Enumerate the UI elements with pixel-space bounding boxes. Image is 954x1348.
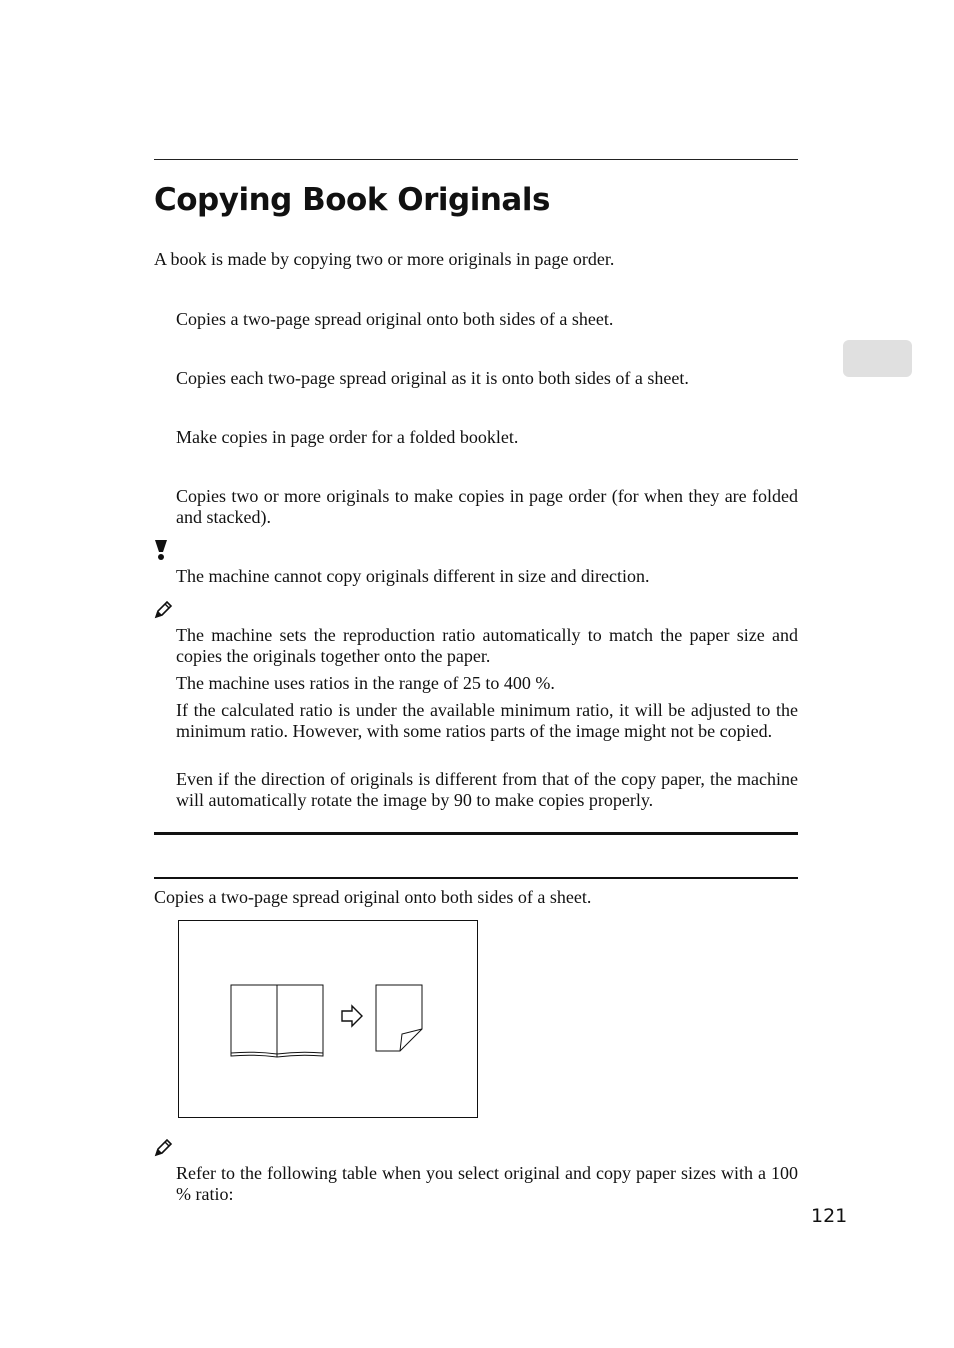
option-text: Copies each two-page spread original as it is onto both sides of a sheet. bbox=[176, 368, 689, 388]
subsection-rule bbox=[154, 877, 798, 879]
figure-drawing bbox=[179, 921, 477, 1117]
section-note-text: Refer to the following table when you select original and copy paper sizes with a 100 % ratio: bbox=[176, 1163, 798, 1204]
section-description: Copies a two-page spread original onto both sides of a sheet. bbox=[154, 887, 592, 907]
section-rule bbox=[154, 832, 798, 835]
header-rule bbox=[154, 159, 798, 160]
book-to-sheet-figure bbox=[178, 920, 478, 1118]
chapter-tab bbox=[843, 340, 912, 377]
open-book-icon bbox=[231, 985, 323, 1057]
option-text: Make copies in page order for a folded booklet. bbox=[176, 427, 519, 447]
outline-arrow-right-icon bbox=[342, 1006, 362, 1026]
page-title: Copying Book Originals bbox=[154, 182, 550, 218]
note-text: Even if the direction of originals is different from that of the copy paper, the machine will automatically rotate the image by 90 to make copies properly. bbox=[176, 769, 798, 810]
page-number: 121 bbox=[811, 1205, 848, 1227]
option-text: Copies a two-page spread original onto both sides of a sheet. bbox=[176, 309, 614, 329]
note-text: The machine uses ratios in the range of 25 to 400 %. bbox=[176, 673, 555, 693]
pencil-icon bbox=[153, 600, 173, 620]
note-text: If the calculated ratio is under the available minimum ratio, it will be adjusted to the minimum ratio. However, with some ratios parts of the image might not be copied. bbox=[176, 700, 798, 741]
sheet-icon bbox=[376, 985, 422, 1051]
note-text: The machine sets the reproduction ratio automatically to match the paper size and copies the originals together onto the paper. bbox=[176, 625, 798, 666]
intro-text: A book is made by copying two or more originals in page order. bbox=[154, 249, 615, 269]
pencil-icon bbox=[153, 1138, 173, 1158]
exclamation-icon bbox=[153, 539, 169, 561]
option-text: Copies two or more originals to make copies in page order (for when they are folded and stacked). bbox=[176, 486, 798, 527]
limitation-text: The machine cannot copy originals different in size and direction. bbox=[176, 566, 650, 586]
